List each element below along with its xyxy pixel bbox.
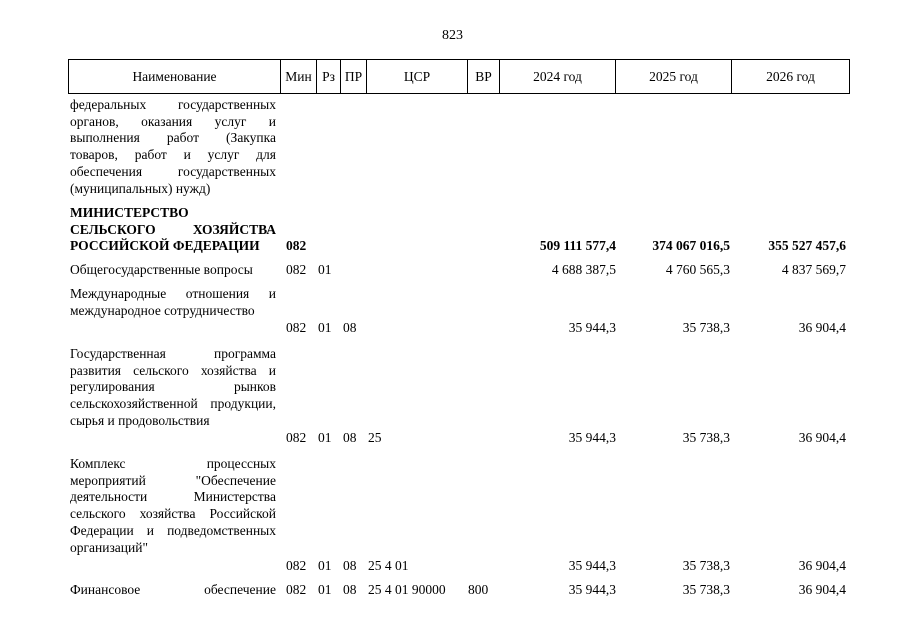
- row-2024: 509 111 577,4: [539, 238, 616, 253]
- row-min: 082: [286, 238, 307, 253]
- row-2026: 355 527 457,6: [768, 238, 846, 253]
- row-name: Государственная программа развития сельского хозяйства и регулирования рынков сельскохозяйственной продукции, сырья и продовольствия: [70, 346, 276, 428]
- row-2024: 35 944,3: [568, 320, 616, 335]
- header-pr: ПР: [341, 60, 367, 94]
- row-2026: 36 904,4: [798, 320, 846, 335]
- header-2026: 2026 год: [732, 60, 850, 94]
- row-pr: 08: [343, 430, 357, 445]
- row-2026: 36 904,4: [798, 558, 846, 573]
- row-2025: 4 760 565,3: [665, 262, 730, 277]
- table-header: [68, 59, 850, 94]
- row-min: 082: [286, 558, 307, 573]
- header-2025: 2025 год: [616, 60, 732, 94]
- row-2024: 4 688 387,5: [551, 262, 616, 277]
- row-name: Комплекс процессных мероприятий "Обеспечение деятельности Министерства сельского хозяйства Российской Федерации и подведомственных организаций": [70, 456, 276, 555]
- row-name: Финансовое обеспечение: [70, 582, 276, 597]
- row-vr: 800: [468, 582, 489, 597]
- row-rz: 01: [318, 558, 332, 573]
- row-2025: 35 738,3: [682, 582, 730, 597]
- row-min: 082: [286, 320, 307, 335]
- row-pr: 08: [343, 582, 357, 597]
- row-name: федеральных государственных органов, оказания услуг и выполнения работ (Закупка товаров, работ и услуг для обеспечения государственных (муниципальных) нужд): [70, 97, 276, 196]
- row-pr: 08: [343, 558, 357, 573]
- row-name: Общегосударственные вопросы: [70, 262, 253, 277]
- row-rz: 01: [318, 430, 332, 445]
- row-name: Международные отношения и международное сотрудничество: [70, 286, 276, 318]
- row-min: 082: [286, 582, 307, 597]
- header-rz: Рз: [317, 60, 341, 94]
- row-2025: 374 067 016,5: [652, 238, 730, 253]
- row-name: МИНИСТЕРСТВО СЕЛЬСКОГО ХОЗЯЙСТВА РОССИЙСКОЙ ФЕДЕРАЦИИ: [70, 205, 276, 254]
- header-csr: ЦСР: [367, 60, 468, 94]
- row-2026: 4 837 569,7: [781, 262, 846, 277]
- row-2025: 35 738,3: [682, 430, 730, 445]
- row-2026: 36 904,4: [798, 582, 846, 597]
- row-pr: 08: [343, 320, 357, 335]
- row-2024: 35 944,3: [568, 558, 616, 573]
- row-min: 082: [286, 430, 307, 445]
- row-csr: 25 4 01: [368, 558, 409, 573]
- header-min: Мин: [281, 60, 317, 94]
- header-vr: ВР: [468, 60, 500, 94]
- row-2025: 35 738,3: [682, 558, 730, 573]
- row-rz: 01: [318, 262, 332, 277]
- row-csr: 25 4 01 90000: [368, 582, 446, 597]
- row-csr: 25: [368, 430, 382, 445]
- row-2026: 36 904,4: [798, 430, 846, 445]
- page-number: 823: [442, 28, 463, 43]
- row-min: 082: [286, 262, 307, 277]
- header-name: Наименование: [69, 60, 281, 94]
- header-2024: 2024 год: [500, 60, 616, 94]
- row-2025: 35 738,3: [682, 320, 730, 335]
- row-2024: 35 944,3: [568, 430, 616, 445]
- row-rz: 01: [318, 320, 332, 335]
- row-rz: 01: [318, 582, 332, 597]
- row-2024: 35 944,3: [568, 582, 616, 597]
